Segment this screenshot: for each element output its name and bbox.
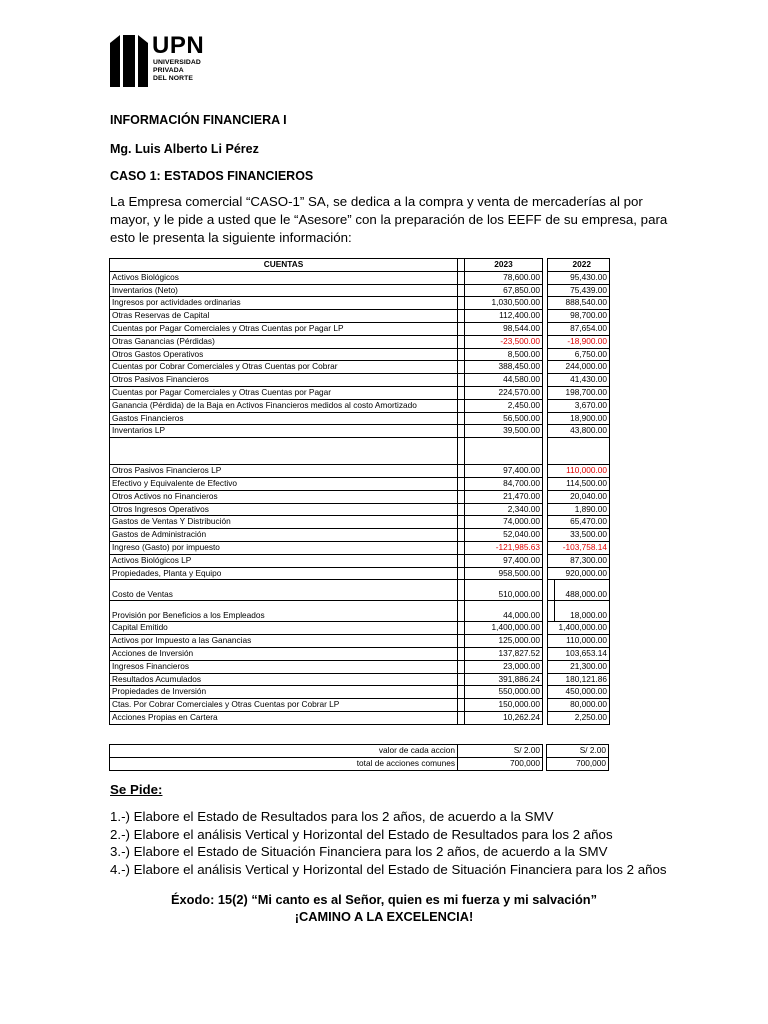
table-row [110, 348, 610, 361]
shares-2023: 700,000 [458, 757, 543, 770]
value-2022: 198,700.00 [555, 386, 610, 399]
intro-paragraph: La Empresa comercial “CASO-1” SA, se dedica a la compra y venta de mercaderías al por mayor, y le pide a usted que le “Asesore” con la preparación de los EEFF de su empresa, para esto le presenta la siguiente información: [110, 194, 668, 245]
value-2023: 98,544.00 [465, 322, 543, 335]
table-row [110, 529, 610, 542]
value-2023: 112,400.00 [465, 310, 543, 323]
value-2022: 98,700.00 [555, 310, 610, 323]
table-row [110, 310, 610, 323]
table-row [110, 412, 610, 425]
value-2023: 78,600.00 [465, 271, 543, 284]
value-2023: 150,000.00 [465, 699, 543, 712]
value-2022: 450,000.00 [555, 686, 610, 699]
table-row [110, 335, 610, 348]
value-2023: 224,570.00 [465, 386, 543, 399]
table-row [110, 635, 610, 648]
account-name: Otras Ganancias (Pérdidas) [110, 335, 458, 348]
value-2023: 74,000.00 [465, 516, 543, 529]
value-2023: 958,500.00 [465, 567, 543, 580]
shares-2023: S/ 2.00 [458, 745, 543, 758]
table-row [110, 699, 610, 712]
value-2023: 391,886.24 [465, 673, 543, 686]
col-cuentas: CUENTAS [110, 259, 458, 272]
shares-2022: S/ 2.00 [547, 745, 609, 758]
table-row [110, 322, 610, 335]
shares-2022: 700,000 [547, 757, 609, 770]
value-2023: 125,000.00 [465, 635, 543, 648]
motto: ¡CAMINO A LA EXCELENCIA! [294, 909, 474, 924]
account-name: Otros Pasivos Financieros LP [110, 465, 458, 478]
account-name: Cuentas por Cobrar Comerciales y Otras Cuentas por Cobrar [110, 361, 458, 374]
table-row [110, 541, 610, 554]
table-row [110, 601, 610, 622]
value-2023: 10,262.24 [465, 711, 543, 724]
account-name: Activos por Impuesto a las Ganancias [110, 635, 458, 648]
value-2023: 2,340.00 [465, 503, 543, 516]
table-row [110, 580, 610, 601]
value-2023: 97,400.00 [465, 554, 543, 567]
account-name: Ingresos por actividades ordinarias [110, 297, 458, 310]
table-row [110, 425, 610, 438]
account-name: Inventarios (Neto) [110, 284, 458, 297]
task-item: 2.-) Elabore el análisis Vertical y Horizontal del Estado de Resultados para los 2 años [110, 826, 613, 842]
shares-table [109, 744, 609, 771]
value-2022: 18,000.00 [555, 601, 610, 622]
value-2023: 56,500.00 [465, 412, 543, 425]
value-2022: 75,439.00 [555, 284, 610, 297]
table-row [110, 622, 610, 635]
account-name: Ingresos Financieros [110, 660, 458, 673]
account-name: Activos Biológicos LP [110, 554, 458, 567]
table-row [110, 399, 610, 412]
task-item: 1.-) Elabore el Estado de Resultados para los 2 años, de acuerdo a la SMV [110, 809, 554, 824]
value-2022: 1,890.00 [555, 503, 610, 516]
account-name: Provisión por Beneficios a los Empleados [110, 601, 458, 622]
value-2023: 550,000.00 [465, 686, 543, 699]
account-name: Cuentas por Pagar Comerciales y Otras Cuentas por Pagar LP [110, 322, 458, 335]
account-name: Activos Biológicos [110, 271, 458, 284]
account-name: Resultados Acumulados [110, 673, 458, 686]
account-name: Costo de Ventas [110, 580, 458, 601]
shares-label: total de acciones comunes [110, 757, 458, 770]
value-2023: 84,700.00 [465, 477, 543, 490]
value-2023: 8,500.00 [465, 348, 543, 361]
table-row [110, 554, 610, 567]
account-name: Capital Emitido [110, 622, 458, 635]
value-2023: -23,500.00 [465, 335, 543, 348]
table-row [110, 477, 610, 490]
table-row [110, 271, 610, 284]
account-name: Acciones Propias en Cartera [110, 711, 458, 724]
table-row [110, 465, 610, 478]
value-2022: 6,750.00 [555, 348, 610, 361]
table-row [110, 297, 610, 310]
course-title: INFORMACIÓN FINANCIERA I [110, 113, 287, 127]
value-2023: 388,450.00 [465, 361, 543, 374]
value-2023: 44,000.00 [465, 601, 543, 622]
value-2022: 920,000.00 [555, 567, 610, 580]
value-2023: -121,985.63 [465, 541, 543, 554]
value-2022: -103,758.14 [555, 541, 610, 554]
account-name: Ganancia (Pérdida) de la Baja en Activos Financieros medidos al costo Amortizado [110, 399, 458, 412]
value-2023: 510,000.00 [465, 580, 543, 601]
case-title: CASO 1: ESTADOS FINANCIEROS [110, 169, 314, 183]
value-2022: 95,430.00 [555, 271, 610, 284]
table-row [110, 686, 610, 699]
table-row [110, 284, 610, 297]
table-row [110, 567, 610, 580]
value-2022: 244,000.00 [555, 361, 610, 374]
account-name: Otros Gastos Operativos [110, 348, 458, 361]
table-row [110, 374, 610, 387]
account-name: Ingreso (Gasto) por impuesto [110, 541, 458, 554]
account-name: Efectivo y Equivalente de Efectivo [110, 477, 458, 490]
value-2022: -18,900.00 [555, 335, 610, 348]
account-name: Otros Ingresos Operativos [110, 503, 458, 516]
account-name: Propiedades, Planta y Equipo [110, 567, 458, 580]
bible-quote: Éxodo: 15(2) “Mi canto es al Señor, quien es mi fuerza y mi salvación” [171, 892, 597, 907]
value-2022: 2,250.00 [555, 711, 610, 724]
account-name: Gastos de Administración [110, 529, 458, 542]
value-2023: 21,470.00 [465, 490, 543, 503]
table-spacer-row [110, 438, 610, 465]
account-name: Propiedades de Inversión [110, 686, 458, 699]
value-2023: 137,827.52 [465, 647, 543, 660]
value-2022: 488,000.00 [555, 580, 610, 601]
value-2022: 3,670.00 [555, 399, 610, 412]
value-2022: 110,000.00 [555, 635, 610, 648]
value-2023: 23,000.00 [465, 660, 543, 673]
task-item: 4.-) Elabore el análisis Vertical y Horizontal del Estado de Situación Financiera para los 2 años [110, 861, 667, 877]
value-2022: 87,654.00 [555, 322, 610, 335]
value-2022: 18,900.00 [555, 412, 610, 425]
accounts-table [109, 258, 610, 725]
account-name: Otros Activos no Financieros [110, 490, 458, 503]
table-row [110, 516, 610, 529]
table-row [110, 503, 610, 516]
value-2022: 888,540.00 [555, 297, 610, 310]
value-2023: 2,450.00 [465, 399, 543, 412]
account-name: Cuentas por Pagar Comerciales y Otras Cuentas por Pagar [110, 386, 458, 399]
shares-row [110, 745, 609, 758]
value-2022: 41,430.00 [555, 374, 610, 387]
value-2022: 43,800.00 [555, 425, 610, 438]
value-2022: 80,000.00 [555, 699, 610, 712]
table-header [110, 259, 610, 272]
task-list [110, 808, 667, 878]
account-name: Gastos de Ventas Y Distribución [110, 516, 458, 529]
value-2023: 1,400,000.00 [465, 622, 543, 635]
value-2023: 97,400.00 [465, 465, 543, 478]
task-item: 3.-) Elabore el Estado de Situación Financiera para los 2 años, de acuerdo a la SMV [110, 844, 608, 860]
value-2023: 44,580.00 [465, 374, 543, 387]
value-2023: 67,850.00 [465, 284, 543, 297]
value-2022: 1,400,000.00 [555, 622, 610, 635]
teacher-name: Mg. Luis Alberto Li Pérez [110, 142, 259, 156]
value-2022: 87,300.00 [555, 554, 610, 567]
logo-subtitle: UNIVERSIDAD PRIVADA DEL NORTE [153, 59, 201, 83]
table-row [110, 711, 610, 724]
account-name: Ctas. Por Cobrar Comerciales y Otras Cuentas por Cobrar LP [110, 699, 458, 712]
col-2023: 2023 [465, 259, 543, 272]
account-name: Otros Pasivos Financieros [110, 374, 458, 387]
table-row [110, 361, 610, 374]
logo-brand: UPN [152, 32, 205, 59]
value-2022: 114,500.00 [555, 477, 610, 490]
table-row [110, 490, 610, 503]
se-pide-heading: Se Pide: [110, 782, 163, 797]
value-2023: 52,040.00 [465, 529, 543, 542]
table-row [110, 386, 610, 399]
value-2022: 20,040.00 [555, 490, 610, 503]
upn-logo [108, 32, 218, 87]
account-name: Acciones de Inversión [110, 647, 458, 660]
table-row [110, 660, 610, 673]
upn-logo-icon [108, 35, 150, 87]
value-2023: 1,030,500.00 [465, 297, 543, 310]
value-2022: 103,653.14 [555, 647, 610, 660]
value-2022: 110,000.00 [555, 465, 610, 478]
col-2022: 2022 [555, 259, 610, 272]
value-2022: 33,500.00 [555, 529, 610, 542]
shares-row [110, 757, 609, 770]
shares-label: valor de cada accion [110, 745, 458, 758]
table-row [110, 647, 610, 660]
account-name: Otras Reservas de Capital [110, 310, 458, 323]
table-row [110, 673, 610, 686]
value-2022: 65,470.00 [555, 516, 610, 529]
value-2022: 21,300.00 [555, 660, 610, 673]
value-2023: 39,500.00 [465, 425, 543, 438]
account-name: Gastos Financieros [110, 412, 458, 425]
account-name: Inventarios LP [110, 425, 458, 438]
value-2022: 180,121.86 [555, 673, 610, 686]
